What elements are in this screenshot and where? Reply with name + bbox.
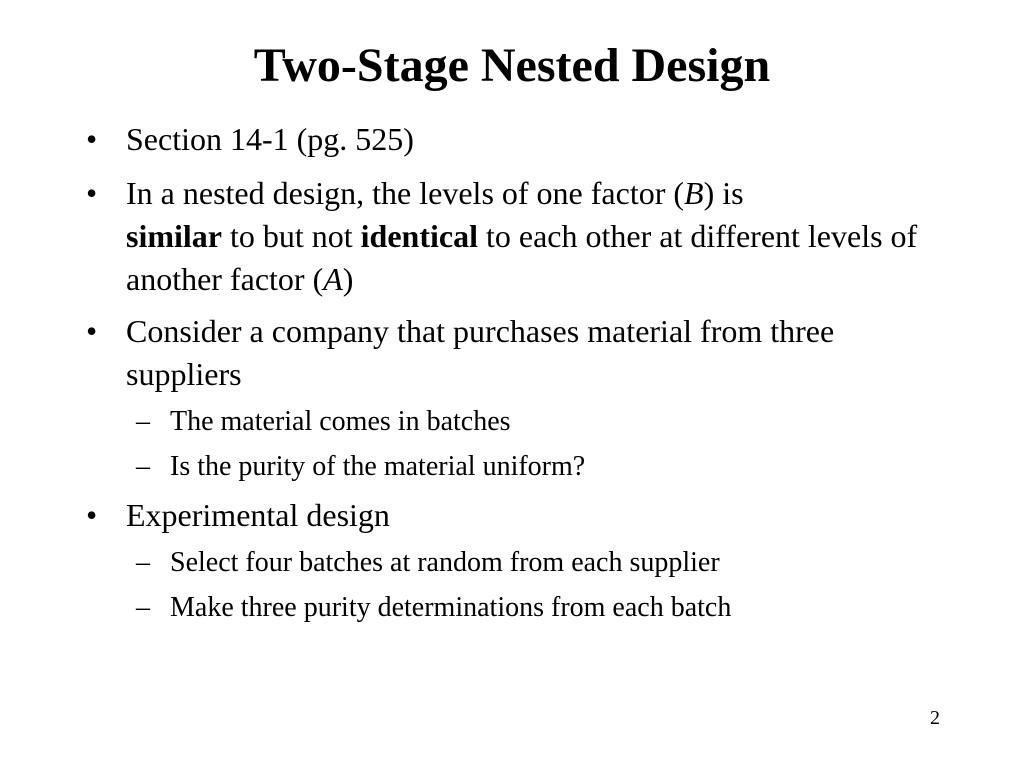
- bullet-text: [126, 172, 946, 301]
- factor-b-label: B: [684, 175, 704, 211]
- bullet-marker: •: [86, 497, 98, 533]
- slide-title: Two-Stage Nested Design: [253, 39, 771, 92]
- bullet-text-segment: In a nested design, the levels of one factor (: [126, 175, 685, 211]
- sub-bullet-text: Is the purity of the material uniform?: [170, 451, 586, 482]
- bullet-text-segment: ) is: [703, 175, 744, 211]
- dash-marker: –: [136, 592, 150, 623]
- bullet-marker: •: [86, 121, 98, 157]
- bullet-text-segment: to each other at different levels of another factor (: [126, 218, 918, 297]
- dash-marker: –: [136, 451, 150, 482]
- bullet-text: Experimental design: [126, 497, 390, 533]
- bullet-text: Consider a company that purchases material from three suppliers: [126, 313, 835, 392]
- sub-bullet-text: Select four batches at random from each supplier: [170, 547, 720, 578]
- bullet-text: Section 14-1 (pg. 525): [126, 121, 414, 157]
- bullet-text-segment: to but not: [221, 218, 361, 254]
- sub-bullet-text: Make three purity determinations from each batch: [170, 592, 732, 623]
- bullet-marker: •: [86, 175, 98, 211]
- page-number: 2: [930, 707, 940, 729]
- dash-marker: –: [136, 547, 150, 578]
- bullet-marker: •: [86, 313, 98, 349]
- emphasis-similar: similar: [126, 218, 222, 254]
- factor-a-label: A: [323, 261, 343, 297]
- sub-bullet-text: The material comes in batches: [170, 406, 511, 437]
- dash-marker: –: [136, 406, 150, 437]
- bullet-text-segment: ): [342, 261, 354, 297]
- emphasis-identical: identical: [360, 218, 478, 254]
